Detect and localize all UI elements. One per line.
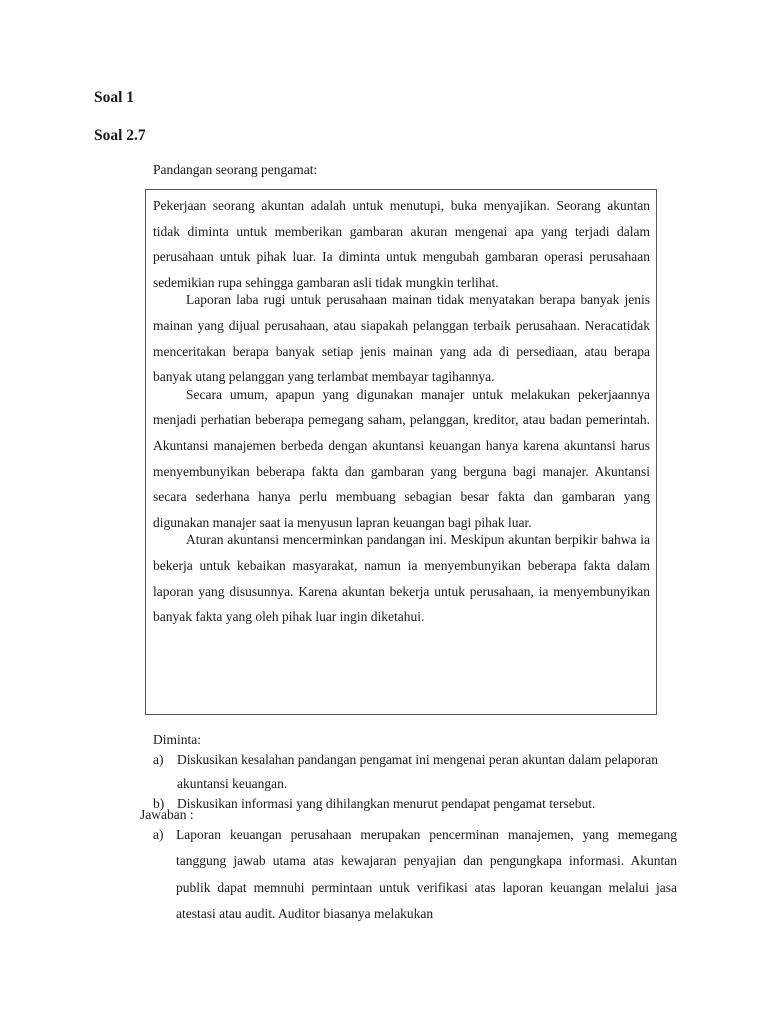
question-item xyxy=(153,748,677,796)
diminta-label: Diminta: xyxy=(153,732,201,747)
question-item xyxy=(153,792,677,816)
quote-paragraph: Laporan laba rugi untuk perusahaan mainan tidak menyatakan berapa banyak jenis mainan yang dijual perusahaan, atau siapakah pelanggan terbaik perusahaan. Neracatidak menceritakan berapa banyak setiap jenis mainan yang ada di persediaan, atau berapa banyak utang pelanggan yang terlambat membayar tagihannya. xyxy=(153,292,650,385)
answer-list xyxy=(153,822,677,928)
question-list xyxy=(153,748,677,816)
question-text: Diskusikan kesalahan pandangan pengamat ini mengenai peran akuntan dalam pelaporan akuntansi keuangan. xyxy=(177,752,658,791)
question-text: Diskusikan informasi yang dihilangkan menurut pendapat pengamat tersebut. xyxy=(177,796,596,811)
quote-box xyxy=(145,189,657,715)
answer-text: Laporan keuangan perusahaan merupakan pencerminan manajemen, yang memegang tanggung jawab utama atas kewajaran penyajian dan pengungkapa informasi. Akuntan publik dapat memnuhi permintaan untuk verifikasi atas laporan keuangan melalui jasa atestasi atau audit. Auditor biasanya melakukan xyxy=(176,827,677,922)
jawaban-label: Jawaban : xyxy=(140,807,194,822)
quote-paragraph: Secara umum, apapun yang digunakan manajer untuk melakukan pekerjaannya menjadi perhatian beberapa pemegang saham, pelanggan, kreditor, atau badan pemerintah. Akuntansi manajemen berbeda dengan akuntansi keuangan hanya karena akuntansi harus menyembunyikan beberapa fakta dan gambaran yang berguna bagi manajer. Akuntansi secara sederhana hanya perlu membuang sebagian besar fakta dan gambaran yang digunakan manajer saat ia menyusun lapran keuangan bagi pihak luar. xyxy=(153,386,650,530)
answer-item xyxy=(153,822,677,928)
heading-soal-1: Soal 1 xyxy=(94,89,135,106)
quote-paragraph: Aturan akuntansi mencerminkan pandangan ini. Meskipun akuntan berpikir bahwa ia bekerja untuk kebaikan masyarakat, namun ia menyembunyikan beberapa fakta dalam laporan yang disusunnya. Karena akuntan bekerja untuk perusahaan, ia menyembunyikan banyak fakta yang oleh pihak luar ingin diketahui. xyxy=(153,532,650,625)
quote-paragraph: Pekerjaan seorang akuntan adalah untuk menutupi, buka menyajikan. Seorang akuntan tidak diminta untuk memberikan gambaran akuran mengenai apa yang terjadi dalam perusahaan untuk pihak luar. Ia diminta untuk mengubah gambaran operasi perusahaan sedemikian rupa sehingga gambaran asli tidak mungkin terlihat. xyxy=(153,198,650,290)
question-label: b) xyxy=(153,796,165,811)
answer-label: a) xyxy=(153,827,164,842)
question-label: a) xyxy=(153,752,164,767)
heading-soal-2-7: Soal 2.7 xyxy=(94,127,146,144)
intro-text: Pandangan seorang pengamat: xyxy=(153,162,318,177)
